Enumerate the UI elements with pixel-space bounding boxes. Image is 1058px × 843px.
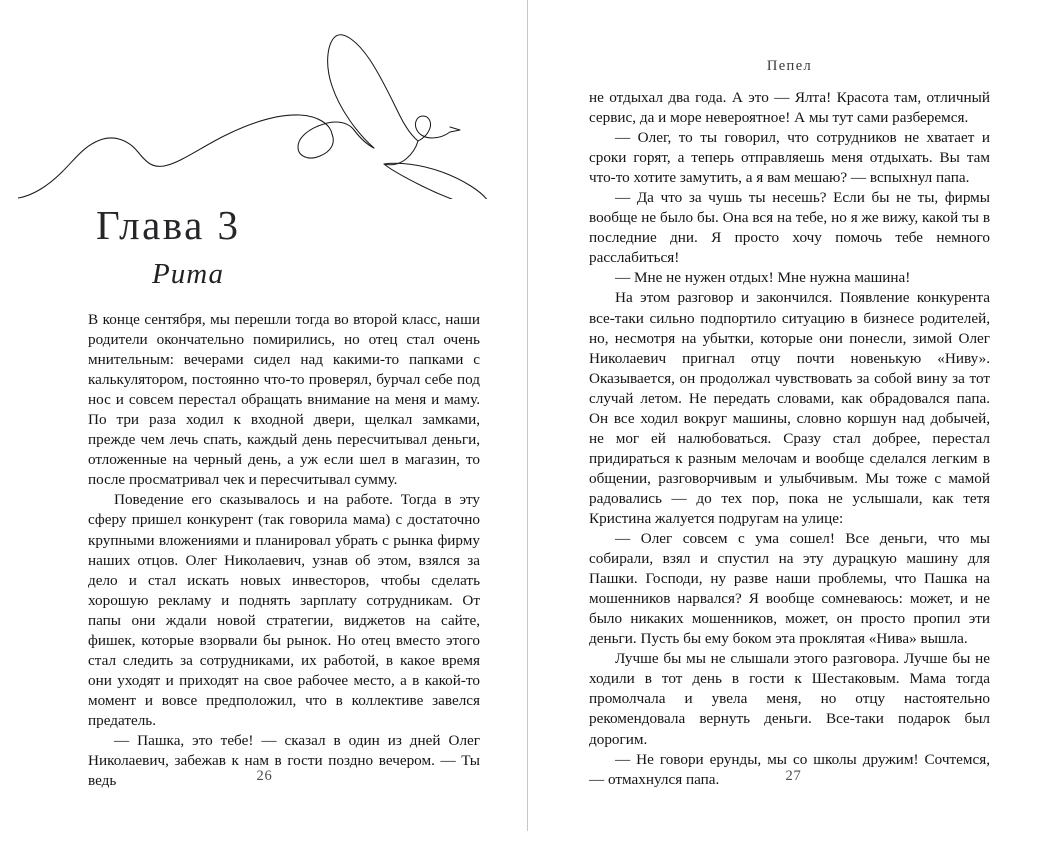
right-page bbox=[529, 0, 1058, 843]
page-gutter-divider bbox=[527, 0, 528, 831]
paragraph: — Пашка, это тебе! — сказал в один из дней Олег Николаевич, забежав к нам в гости поздно вечером. — Ты ведь bbox=[88, 731, 480, 790]
right-page-body-text bbox=[589, 88, 990, 790]
paragraph: На этом разговор и закончился. Появление конкурента все-таки сильно подпортило ситуацию в бизнесе родителей, но, несмотря на убытки, которые они понесли, зимой Олег Николаевич пригнал отцу почти новенькую «Ниву». Оказывается, он продолжал чувствовать за собой вину за тот случай летом. Не передать словами, как обрадовался папа. Он все ходил вокруг машины, словно коршун над добычей, не мог ей налюбоваться. Сразу стал добрее, перестал придираться к разным мелочам и вообще сделался легким в общении, разговорчивым и улыбчивым. Мы тоже с мамой радовались — до тех пор, пока не услышали, как тетя Кристина жалуется подругам на улице: bbox=[589, 289, 990, 527]
page-number-left: 26 bbox=[256, 768, 273, 784]
page-number-right: 27 bbox=[785, 768, 802, 784]
paragraph: Лучше бы мы не слышали этого разговора. Лучше бы не ходили в тот день в гости к Шестаковым. Мама тогда промолчала и увела меня, но отцу настоятельно рекомендовала вернуть деньги. Все-таки подарок был дорогим. bbox=[589, 650, 990, 748]
chapter-subtitle: Рита bbox=[152, 258, 225, 290]
paragraph: — Не говори ерунды, мы со школы дружим! Сочтемся, — отмахнулся папа. bbox=[589, 750, 990, 788]
left-page-body-text bbox=[88, 310, 480, 791]
running-head: Пепел bbox=[766, 58, 813, 74]
chapter-heading-block bbox=[88, 202, 480, 290]
bird-line-ornament bbox=[18, 14, 518, 199]
paragraph: — Олег совсем с ума сошел! Все деньги, что мы собирали, взял и спустил на эту дурацкую машину для Пашки. Господи, ну разве наши проблемы, что Пашка на мошенников нарвался? Я вообще сомневаюсь: может, и не было никаких мошенников, может, он просто пропил эти деньги. Пусть бы ему боком эта проклятая «Нива» вышла. bbox=[589, 530, 990, 648]
paragraph: — Олег, то ты говорил, что сотрудников не хватает и сроки горят, а теперь отправляешь меня отдыхать. Вы там что-то хотите замутить, а я вам мешаю? — вспыхнул папа. bbox=[589, 129, 990, 187]
paragraph: — Да что за чушь ты несешь? Если бы не ты, фирмы вообще не было бы. Она вся на тебе, но я же вижу, какой ты в последние дни. Я просто хочу помочь тебе немного расслабиться! bbox=[589, 189, 990, 267]
paragraph: — Мне не нужен отдых! Мне нужна машина! bbox=[615, 269, 911, 287]
chapter-title: Глава 3 bbox=[96, 202, 241, 248]
paragraph: Поведение его сказывалось и на работе. Тогда в эту сферу пришел конкурент (так говорила мама) с достаточно крупными вложениями и планировал убрать с рынка фирму наших отцов. Олег Николаевич, узнав об этом, взялся за дело и стал искать новых инвесторов, чтобы сделать хорошую рекламу и поднять зарплату сотрудникам. От папы они ждали новой стратегии, виджетов на сайте, фишек, которые взорвали бы рынок. Но отец вместо этого стал следить за сотрудниками, их работой, в какое время они уходят и приходят на свое рабочее место, а в какой-то момент и вовсе предположил, что в коллективе завелся предатель. bbox=[88, 491, 480, 729]
paragraph: В конце сентября, мы перешли тогда во второй класс, наши родители окончательно помирились, но отец стал очень мнительным: вечерами сидел над какими-то папками с калькулятором, постоянно что-то проверял, бурчал себе под нос и совсем перестал обращать внимание на меня и маму. По три раза ходил к входной двери, щелкал замками, прежде чем лечь спать, каждый день пересчитывал деньги, отложенные на черный день, а уж если шел в магазин, то после просматривал чек и пересчитывал сумму. bbox=[88, 311, 480, 489]
paragraph: не отдыхал два года. А это — Ялта! Красота там, отличный сервис, да и море невероятное! А мы тут сами разберемся. bbox=[589, 89, 990, 127]
